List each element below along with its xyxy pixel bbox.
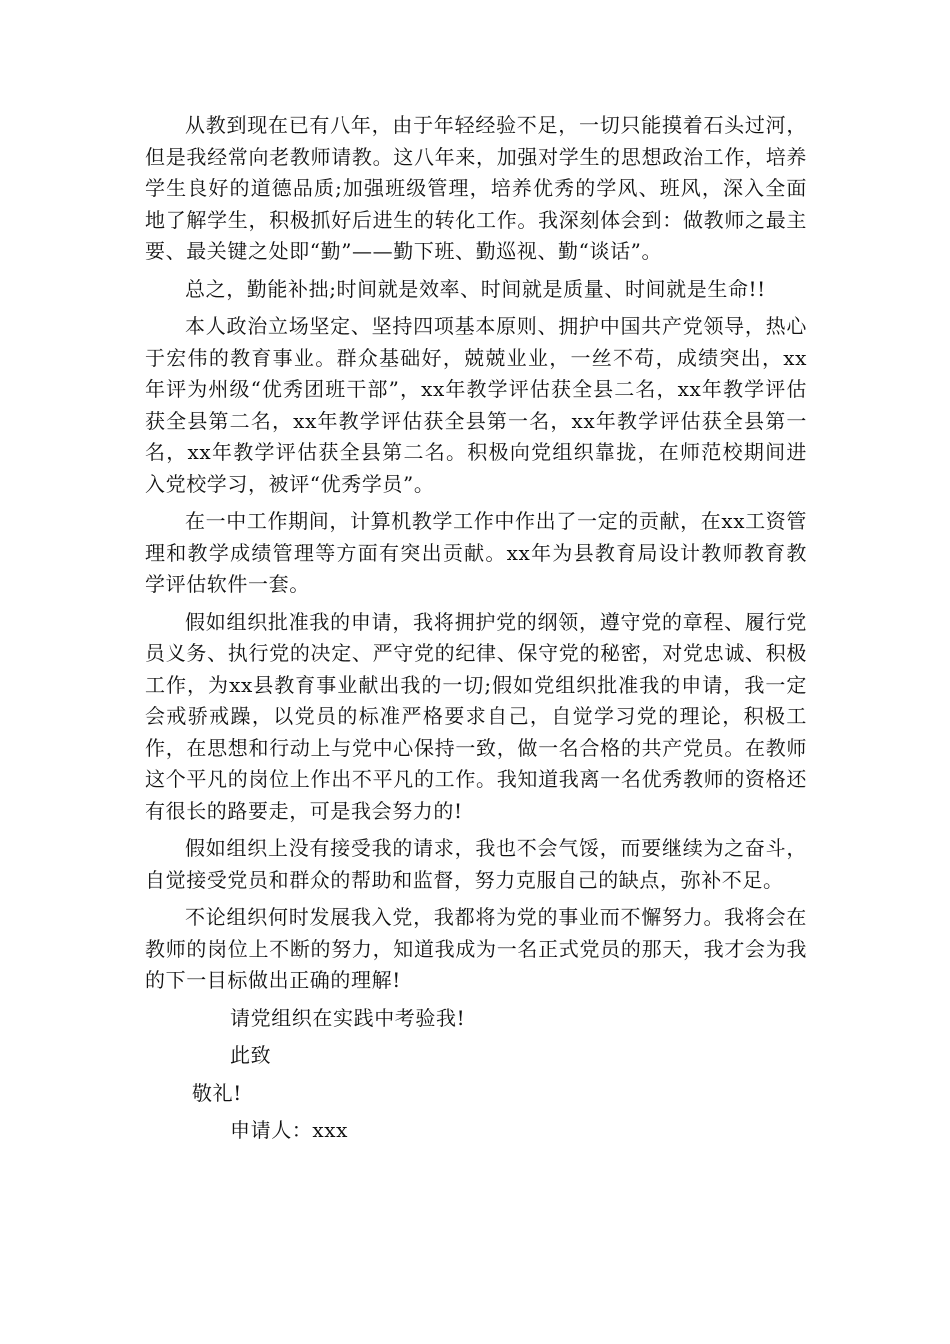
closing-request: 请党组织在实践中考验我! (230, 1005, 466, 1030)
paragraph-political-stance: 本人政治立场坚定、坚持四项基本原则、拥护中国共产党领导，热心于宏伟的教育事业。群众基础好，兢兢业业，一丝不苟，成绩突出，xx年评为州级“优秀团班干部”，xx年教学评估获全县二名，xx年教学评估获全县第二名，xx年教学评估获全县第一名，xx年教学评估获全县第一名，xx年教学评估获全县第二名。积极向党组织靠拢，在师范校期间进入党校学习，被评“优秀学员”。 (145, 314, 807, 496)
document-page (145, 110, 807, 1153)
salutation-jingli: 敬礼! (192, 1080, 242, 1105)
applicant-signature: 申请人：xxx (230, 1118, 349, 1142)
paragraph-if-approved: 假如组织批准我的申请，我将拥护党的纲领，遵守党的章程、履行党员义务、执行党的决定、严守党的纪律、保守党的秘密，对党忠诚、积极工作，为xx县教育事业献出我的一切;假如党组织批准我的申请，我一定会戒骄戒躁，以党员的标准严格要求自己，自觉学习党的理论，积极工作，在思想和行动上与党中心保持一致，做一名合格的共产党员。在教师这个平凡的岗位上作出不平凡的工作。我知道我离一名优秀教师的资格还有很长的路要走，可是我会努力的! (145, 609, 807, 823)
paragraph-teaching-experience: 从教到现在已有八年，由于年轻经验不足，一切只能摸着石头过河，但是我经常向老教师请教。这八年来，加强对学生的思想政治工作，培养学生良好的道德品质;加强班级管理，培养优秀的学风、班风，深入全面地了解学生，积极抓好后进生的转化工作。我深刻体会到：做教师之最主要、最关键之处即“勤”——勤下班、勤巡视、勤“谈话”。 (145, 113, 807, 263)
salutation-cizhi: 此致 (230, 1043, 272, 1067)
paragraph-if-not-accepted: 假如组织上没有接受我的请求，我也不会气馁，而要继续为之奋斗，自觉接受党员和群众的帮助和监督，努力克服自己的缺点，弥补不足。 (145, 836, 807, 892)
paragraph-commitment: 不论组织何时发展我入党，我都将为党的事业而不懈努力。我将会在教师的岗位上不断的努力，知道我成为一名正式党员的那天，我才会为我的下一目标做出正确的理解! (145, 905, 807, 992)
paragraph-diligence-summary: 总之，勤能补拙;时间就是效率、时间就是质量、时间就是生命!! (185, 276, 766, 301)
paragraph-computer-teaching: 在一中工作期间，计算机教学工作中作出了一定的贡献，在xx工资管理和教学成绩管理等方面有突出贡献。xx年为县教育局设计教师教育教学评估软件一套。 (145, 509, 807, 596)
